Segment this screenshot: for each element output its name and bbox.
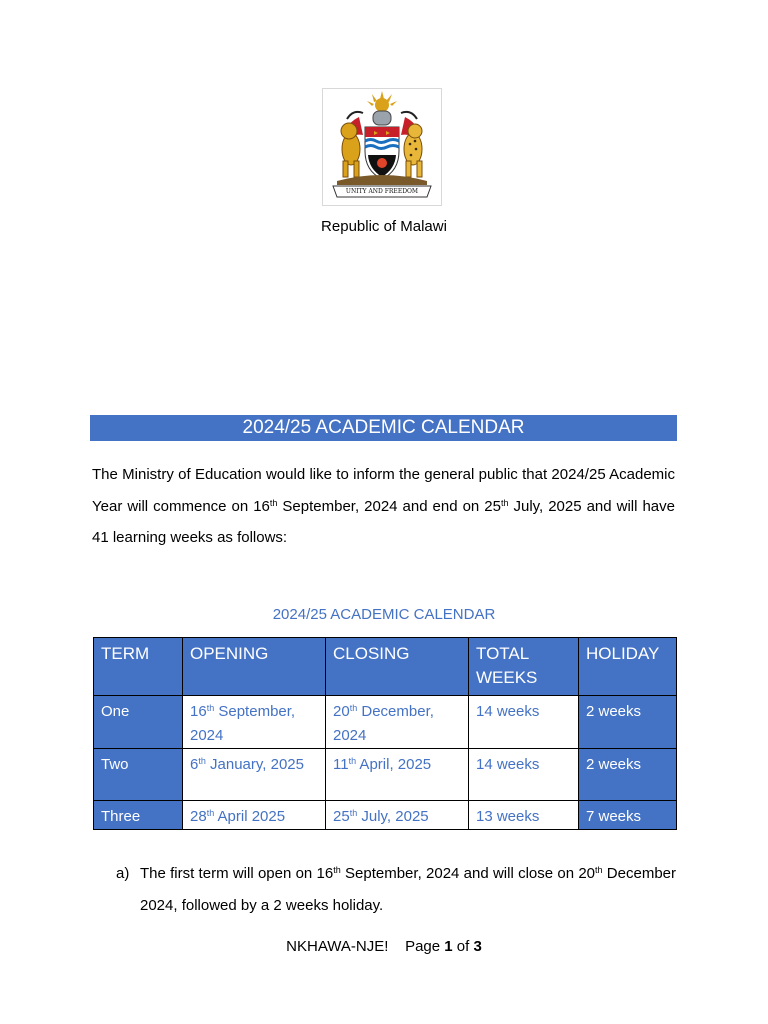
closing-day: 11 — [333, 756, 349, 773]
opening-sup: th — [206, 703, 215, 713]
closing-rest: December, 2024 — [333, 703, 434, 744]
intro-paragraph — [92, 459, 675, 554]
opening-rest: April 2025 — [214, 808, 286, 825]
total-weeks-cell: 14 weeks — [469, 696, 579, 749]
opening-cell — [183, 749, 326, 801]
table-header-row — [94, 638, 677, 696]
opening-rest: January, 2025 — [205, 756, 304, 773]
holiday-cell: 2 weeks — [579, 696, 677, 749]
notes-list — [116, 858, 676, 921]
academic-calendar-table — [93, 637, 677, 830]
table-row — [94, 696, 677, 749]
intro-sup-2: th — [500, 497, 509, 508]
opening-cell — [183, 696, 326, 749]
note-text-2: September, 2024 and will close on 20 — [340, 865, 596, 882]
list-item — [116, 858, 676, 921]
closing-sup: th — [348, 756, 357, 766]
footer-page-label: Page — [405, 938, 441, 955]
header-closing: CLOSING — [326, 638, 469, 696]
term-cell: Two — [94, 749, 183, 801]
closing-cell — [326, 696, 469, 749]
term-cell: One — [94, 696, 183, 749]
closing-cell — [326, 749, 469, 801]
holiday-cell: 7 weeks — [579, 801, 677, 830]
motto-text: UNITY AND FREEDOM — [345, 188, 419, 195]
footer-of-label: of — [456, 938, 470, 955]
closing-rest: April, 2025 — [356, 756, 432, 773]
header-opening: OPENING — [183, 638, 326, 696]
header-total-weeks: TOTAL WEEKS — [469, 638, 579, 696]
opening-rest: September, 2024 — [190, 703, 296, 744]
footer-page-total: 3 — [473, 938, 482, 955]
closing-rest: July, 2025 — [357, 808, 429, 825]
total-weeks-cell: 13 weeks — [469, 801, 579, 830]
note-text-3: December 2024, followed by a 2 weeks holiday. — [140, 865, 676, 914]
total-weeks-cell: 14 weeks — [469, 749, 579, 801]
page-footer — [0, 938, 768, 955]
intro-text-1: The Ministry of Education would like to inform the general public that 2024/25 Academic Year will commence on 16 — [92, 466, 675, 515]
table-caption: 2024/25 ACADEMIC CALENDAR — [272, 606, 496, 623]
note-text-1: The first term will open on 16 — [140, 865, 334, 882]
note-sup-1: th — [333, 865, 341, 875]
intro-text-2: September, 2024 and end on 25 — [277, 497, 501, 515]
closing-sup: th — [349, 808, 358, 818]
closing-day: 25 — [333, 808, 350, 825]
term-cell: Three — [94, 801, 183, 830]
opening-day: 6 — [190, 756, 199, 773]
header-holiday: HOLIDAY — [579, 638, 677, 696]
footer-page-number: 1 — [444, 938, 453, 955]
coat-of-arms-image — [322, 88, 442, 206]
country-name: Republic of Malawi — [321, 218, 447, 235]
opening-sup: th — [198, 756, 206, 766]
intro-sup-1: th — [269, 497, 278, 508]
footer-slogan: NKHAWA-NJE! — [286, 938, 389, 955]
opening-sup: th — [206, 808, 215, 818]
list-marker: a) — [116, 865, 130, 882]
intro-text-3: July, 2025 and will have 41 learning weeks as follows: — [92, 497, 675, 546]
opening-day: 28 — [190, 808, 207, 825]
closing-cell — [326, 801, 469, 830]
holiday-cell: 2 weeks — [579, 749, 677, 801]
calendar-banner-title: 2024/25 ACADEMIC CALENDAR — [90, 415, 677, 441]
opening-cell — [183, 801, 326, 830]
closing-sup: th — [349, 703, 358, 713]
closing-day: 20 — [333, 703, 350, 720]
opening-day: 16 — [190, 703, 207, 720]
header-term: TERM — [94, 638, 183, 696]
table-row — [94, 749, 677, 801]
note-sup-2: th — [595, 865, 603, 875]
table-row — [94, 801, 677, 830]
